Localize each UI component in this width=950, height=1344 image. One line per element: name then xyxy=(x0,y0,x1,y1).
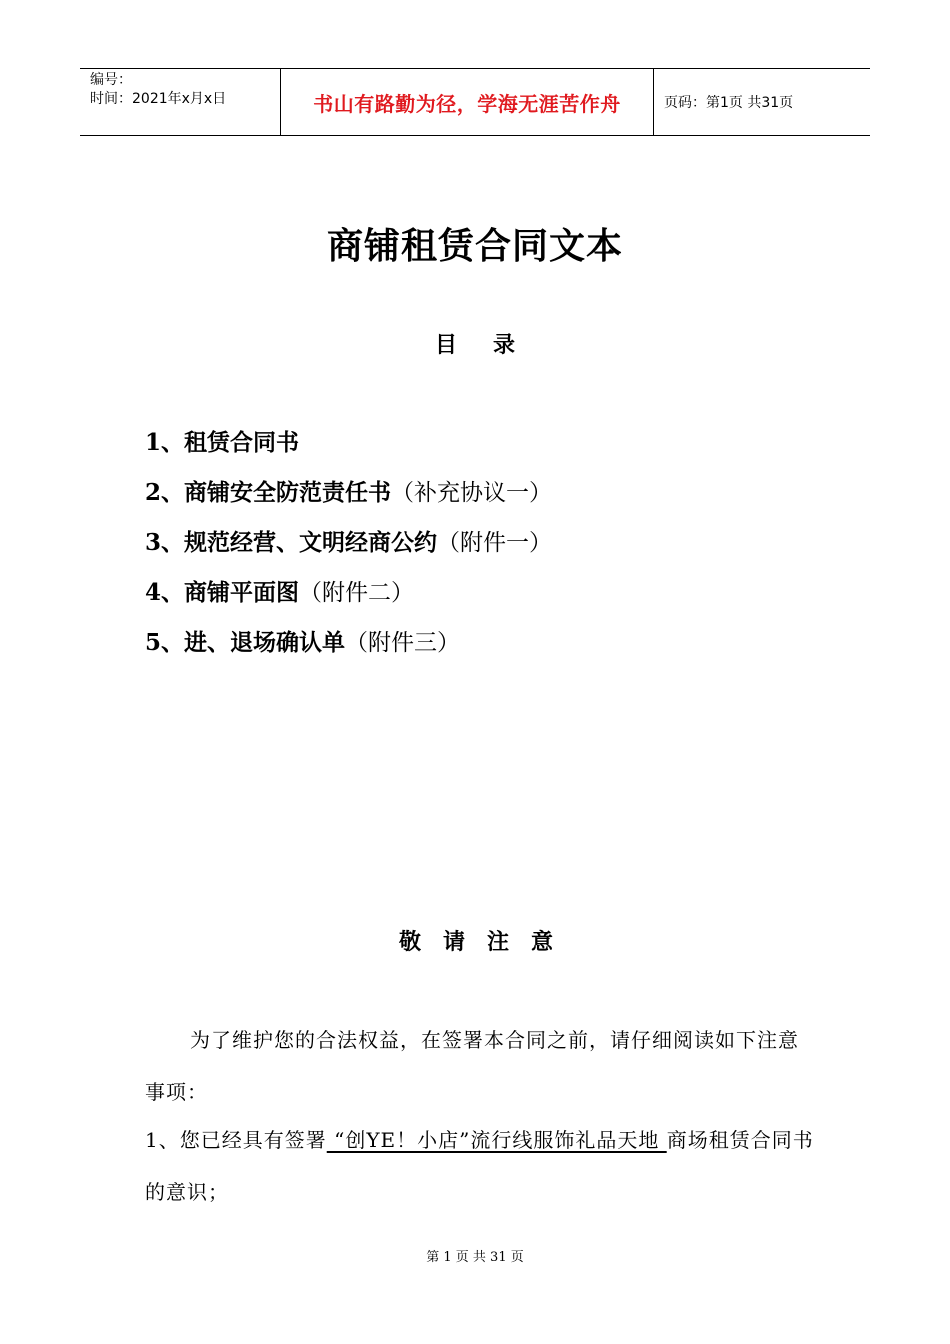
toc-item-title: 5、进、退场确认单 xyxy=(145,629,346,656)
toc-item-title: 3、规范经营、文明经商公约 xyxy=(145,529,438,556)
toc-heading: 目录 xyxy=(434,332,551,358)
notice-item-1 xyxy=(145,1114,815,1218)
toc-item-note: （附件一） xyxy=(437,530,553,556)
toc-item xyxy=(145,575,552,625)
toc-item-title: 1、租赁合同书 xyxy=(145,429,300,456)
toc-item-note: （附件二） xyxy=(299,580,415,606)
table-of-contents xyxy=(145,425,552,675)
store-name-fill-in: “创YE！小店”流行线服饰礼品天地 xyxy=(326,1128,667,1152)
toc-item-note: （附件三） xyxy=(345,630,461,656)
toc-item xyxy=(145,625,552,675)
toc-item xyxy=(145,425,552,475)
document-number-label: 编号： xyxy=(90,72,132,88)
header-motto: 书山有路勤为径，学海无涯苦作舟 xyxy=(281,69,654,135)
notice-item-1-prefix: 1、您已经具有签署 xyxy=(145,1128,327,1152)
notice-intro-paragraph: 为了维护您的合法权益，在签署本合同之前，请仔细阅读如下注意事项： xyxy=(145,1028,799,1104)
notice-item-1-suffix: 商场租赁合同书的意识； xyxy=(145,1128,814,1204)
document-header xyxy=(80,68,870,136)
toc-item xyxy=(145,525,552,575)
header-page-info: 页码：第1页 共31页 xyxy=(664,95,794,111)
toc-item-note: （补充协议一） xyxy=(391,480,553,506)
toc-item xyxy=(145,475,552,525)
notice-heading: 敬请注意 xyxy=(398,929,575,955)
document-date: 时间：2021年x月x日 xyxy=(90,91,227,107)
toc-item-title: 4、商铺平面图 xyxy=(145,579,300,606)
toc-item-title: 2、商铺安全防范责任书 xyxy=(145,479,392,506)
header-meta xyxy=(80,69,281,135)
page-footer: 第 1 页 共 31 页 xyxy=(426,1250,524,1265)
document-title: 商铺租赁合同文本 xyxy=(326,225,623,267)
